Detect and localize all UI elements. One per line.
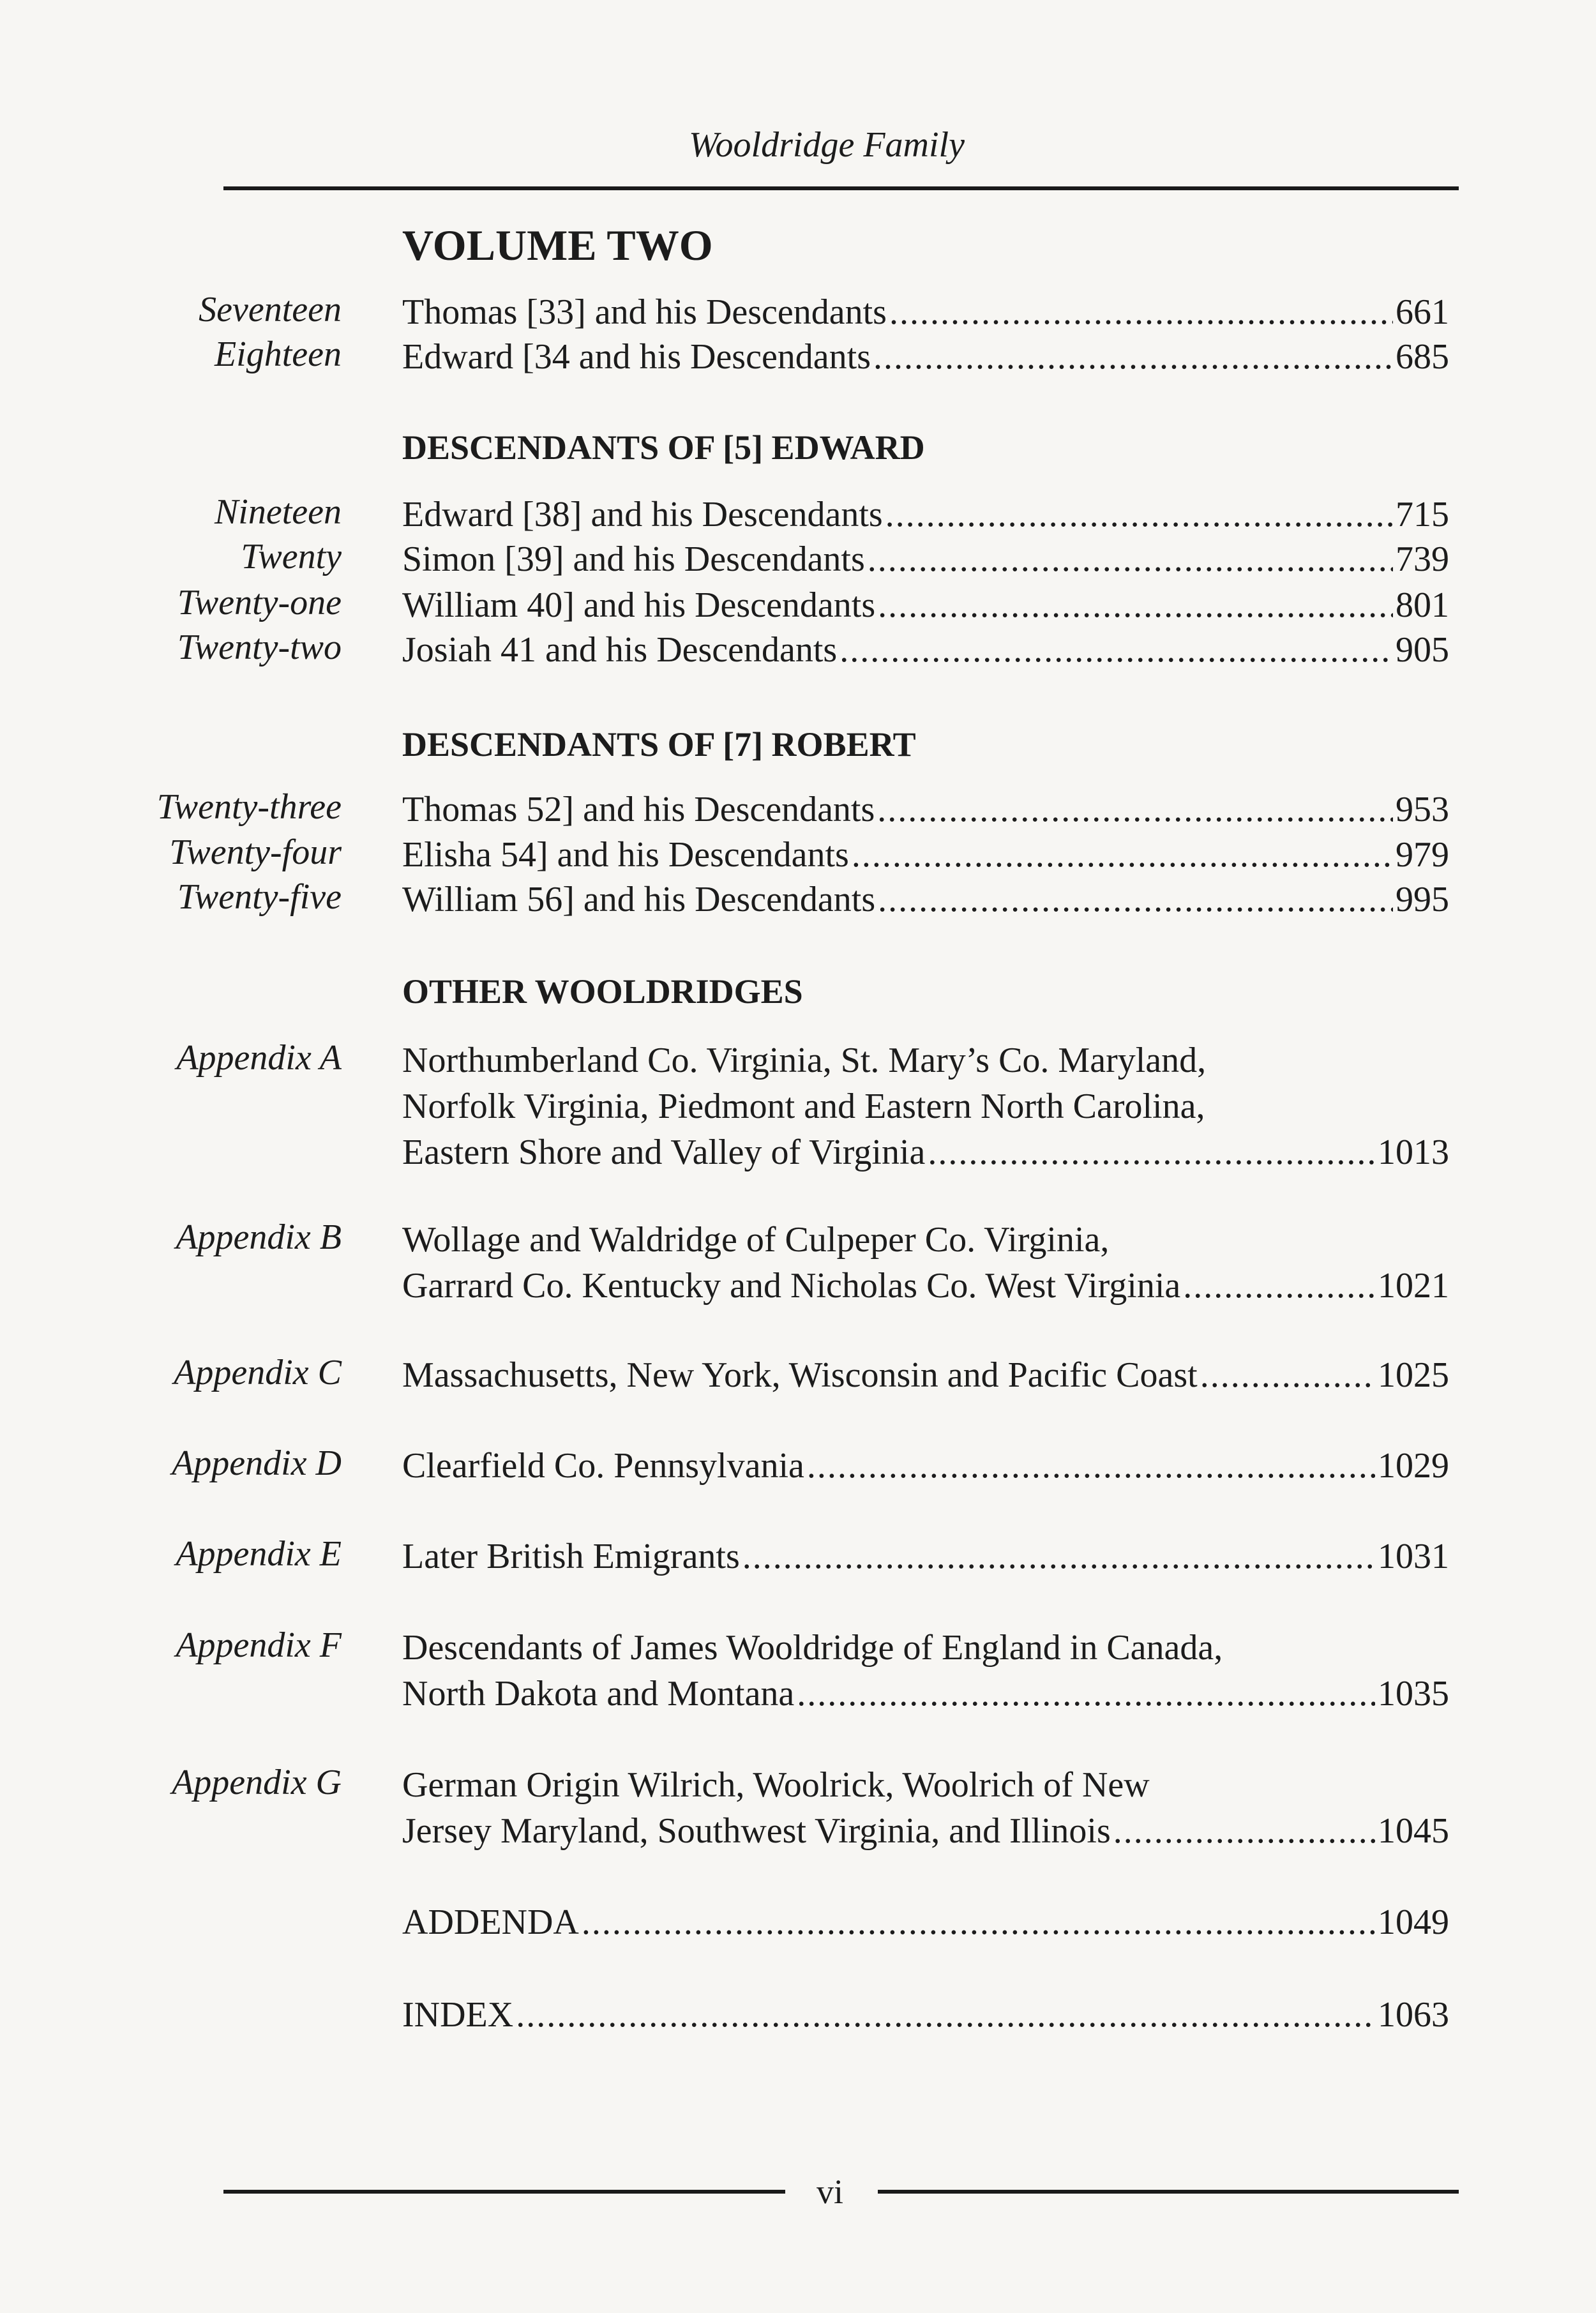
entry-title: Jersey Maryland, Southwest Virginia, and Illinois (402, 1811, 1111, 1851)
dot-leader (885, 492, 1393, 538)
entry-title: Simon [39] and his Descendants (402, 539, 865, 579)
dot-leader (1183, 1263, 1375, 1309)
entry-title: Eastern Shore and Valley of Virginia (402, 1133, 926, 1172)
page-number: 801 (1396, 585, 1449, 625)
chapter-label: Nineteen (214, 492, 342, 532)
dot-leader (878, 877, 1393, 923)
entry-title-line: Norfolk Virginia, Piedmont and Eastern North Carolina, (402, 1087, 1205, 1126)
entry-title: Edward [34 and his Descendants (402, 337, 871, 377)
toc-entry[interactable] (402, 492, 1449, 538)
toc-entry[interactable] (402, 877, 1449, 923)
appendix-label: Appendix C (174, 1353, 342, 1392)
dot-leader (797, 1671, 1375, 1717)
appendix-label: Appendix A (176, 1038, 342, 1078)
entry-title: William 56] and his Descendants (402, 880, 876, 919)
chapter-label: Seventeen (199, 290, 342, 329)
entry-title: Elisha 54] and his Descendants (402, 835, 849, 875)
entry-title: Later British Emigrants (402, 1537, 740, 1576)
dot-leader (742, 1533, 1375, 1579)
entry-title: INDEX (402, 1995, 514, 2035)
toc-entry[interactable] (402, 289, 1449, 335)
volume-title: VOLUME TWO (402, 221, 713, 269)
page-number: 979 (1396, 835, 1449, 875)
entry-title: ADDENDA (402, 1902, 579, 1942)
entry-title-line: German Origin Wilrich, Woolrick, Woolrich of New (402, 1765, 1150, 1805)
chapter-label: Twenty-three (156, 787, 342, 827)
appendix-label: Appendix D (172, 1443, 342, 1483)
toc-entry[interactable] (402, 582, 1449, 628)
page-number: 715 (1396, 495, 1449, 534)
dot-leader (1113, 1808, 1375, 1854)
dot-leader (877, 787, 1393, 833)
dot-leader (516, 1992, 1375, 2038)
dot-leader (839, 627, 1393, 673)
toc-entry[interactable] (402, 1533, 1449, 1579)
entry-title: Massachusetts, New York, Wisconsin and Pacific Coast (402, 1355, 1198, 1395)
entry-title: Clearfield Co. Pennsylvania (402, 1446, 804, 1486)
page-number: 1025 (1378, 1355, 1449, 1395)
page-folio: vi (816, 2173, 843, 2211)
toc-entry-index[interactable] (402, 1992, 1449, 2038)
dot-leader (928, 1129, 1375, 1175)
toc-entry[interactable] (402, 787, 1449, 833)
entry-title: Thomas [33] and his Descendants (402, 292, 887, 332)
toc-entry[interactable] (402, 1443, 1449, 1489)
dot-leader (873, 334, 1393, 380)
footer-rule-left (223, 2190, 785, 2194)
toc-entry[interactable] (402, 1217, 1449, 1309)
page-number: 1045 (1378, 1811, 1449, 1851)
section-heading: OTHER WOOLDRIDGES (402, 972, 803, 1011)
chapter-label: Twenty-five (177, 877, 342, 917)
toc-entry[interactable] (402, 1352, 1449, 1398)
page-number: 995 (1396, 880, 1449, 919)
page-number: 905 (1396, 630, 1449, 670)
chapter-label: Twenty (241, 537, 342, 576)
dot-leader (878, 582, 1393, 628)
chapter-label: Twenty-one (177, 583, 342, 622)
entry-title-line: Northumberland Co. Virginia, St. Mary’s Co. Maryland, (402, 1041, 1207, 1080)
entry-title: North Dakota and Montana (402, 1674, 795, 1714)
toc-entry[interactable] (402, 536, 1449, 582)
toc-entry[interactable] (402, 334, 1449, 380)
chapter-label: Twenty-two (177, 628, 342, 667)
chapter-label: Twenty-four (169, 833, 342, 872)
appendix-label: Appendix E (176, 1534, 342, 1574)
dot-leader (868, 536, 1393, 582)
dot-leader (807, 1443, 1375, 1489)
toc-entry[interactable] (402, 1762, 1449, 1854)
page-number: 1013 (1378, 1133, 1449, 1172)
appendix-label: Appendix F (176, 1625, 342, 1665)
entry-title: Thomas 52] and his Descendants (402, 790, 875, 829)
entry-title-line: Descendants of James Wooldridge of England in Canada, (402, 1628, 1223, 1668)
footer-rule-right (878, 2190, 1459, 2194)
entry-title: Garrard Co. Kentucky and Nicholas Co. West Virginia (402, 1266, 1181, 1306)
appendix-label: Appendix G (172, 1763, 342, 1802)
page-number: 1029 (1378, 1446, 1449, 1486)
toc-entry[interactable] (402, 832, 1449, 878)
running-head: Wooldridge Family (689, 125, 965, 165)
dot-leader (1200, 1352, 1375, 1398)
page-number: 1031 (1378, 1537, 1449, 1576)
entry-title: Edward [38] and his Descendants (402, 495, 883, 534)
section-heading: DESCENDANTS OF [5] EDWARD (402, 428, 925, 467)
toc-entry[interactable] (402, 1037, 1449, 1175)
section-heading: DESCENDANTS OF [7] ROBERT (402, 725, 916, 764)
entry-title: William 40] and his Descendants (402, 585, 876, 625)
toc-entry-addenda[interactable] (402, 1899, 1449, 1945)
page-number: 739 (1396, 539, 1449, 579)
entry-title-line: Wollage and Waldridge of Culpeper Co. Virginia, (402, 1220, 1110, 1260)
header-rule (223, 186, 1459, 190)
page-number: 1049 (1378, 1902, 1449, 1942)
toc-entry[interactable] (402, 1625, 1449, 1717)
page-number: 1063 (1378, 1995, 1449, 2035)
page-number: 685 (1396, 337, 1449, 377)
dot-leader (852, 832, 1393, 878)
page-number: 1035 (1378, 1674, 1449, 1714)
page-number: 661 (1396, 292, 1449, 332)
chapter-label: Eighteen (214, 335, 342, 374)
dot-leader (582, 1899, 1375, 1945)
dot-leader (889, 289, 1393, 335)
page-number: 1021 (1378, 1266, 1449, 1306)
page-number: 953 (1396, 790, 1449, 829)
toc-entry[interactable] (402, 627, 1449, 673)
entry-title: Josiah 41 and his Descendants (402, 630, 838, 670)
appendix-label: Appendix B (176, 1217, 342, 1257)
